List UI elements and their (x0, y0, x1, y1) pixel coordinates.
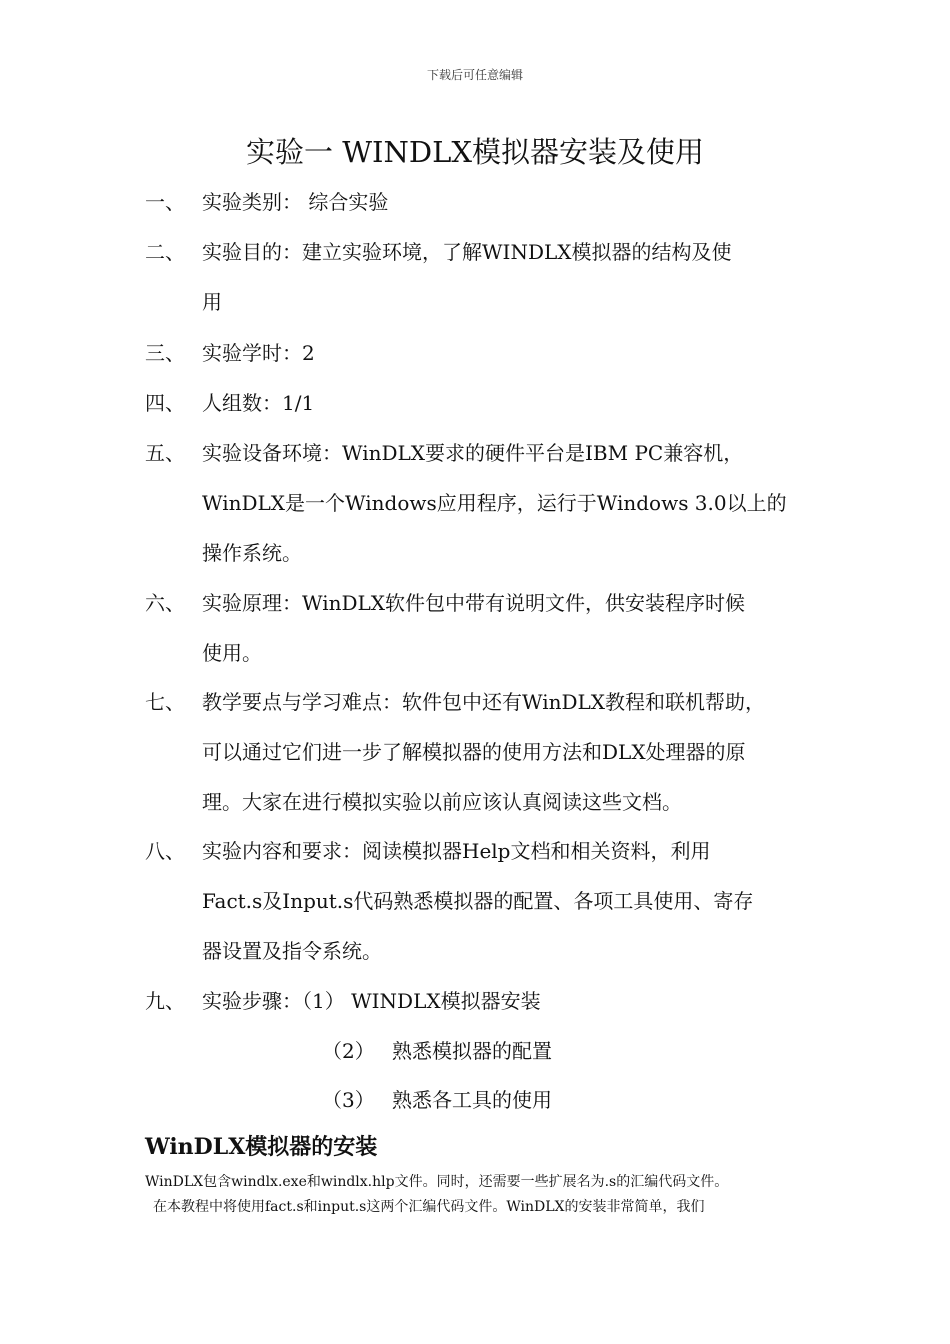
item-text: 实验步骤：（1） WINDLX模拟器安装 (202, 989, 541, 1013)
step-text: 熟悉各工具的使用 (392, 1088, 552, 1112)
item-text: 器设置及指令系统。 (202, 939, 382, 963)
body-paragraph-line: WinDLX包含windlx.exe和windlx.hlp文件。同时，还需要一些扩展名为.s的汇编代码文件。 (145, 1174, 729, 1190)
item-number: 八、 (145, 839, 185, 863)
page-header: 下载后可任意编辑 (426, 68, 523, 82)
step-label: （3） (322, 1088, 375, 1112)
body-paragraph-line: 在本教程中将使用fact.s和input.s这两个汇编代码文件。WinDLX的安装非常简单，我们 (153, 1199, 705, 1215)
item-number: 一、 (145, 190, 185, 214)
item-number: 二、 (145, 240, 185, 264)
item-text: 实验内容和要求：阅读模拟器Help文档和相关资料，利用 (202, 839, 711, 863)
item-text: 实验设备环境：WinDLX要求的硬件平台是IBM PC兼容机， (202, 441, 744, 465)
item-text: 教学要点与学习难点：软件包中还有WinDLX教程和联机帮助， (202, 690, 766, 714)
item-text: 实验目的：建立实验环境，了解WINDLX模拟器的结构及使 (202, 240, 732, 264)
item-text: 用 (202, 290, 222, 314)
item-number: 五、 (145, 441, 185, 465)
item-text: Fact.s及Input.s代码熟悉模拟器的配置、各项工具使用、寄存 (202, 889, 754, 913)
item-text: 人组数：1/1 (202, 391, 315, 415)
item-text: 实验类别： 综合实验 (202, 190, 389, 214)
item-number: 七、 (145, 690, 185, 714)
item-text: 操作系统。 (202, 541, 302, 565)
item-number: 九、 (145, 989, 185, 1013)
step-label: （2） (322, 1039, 375, 1063)
item-text: 实验学时：2 (202, 341, 315, 365)
item-text: WinDLX是一个Windows应用程序，运行于Windows 3.0以上的 (202, 491, 787, 515)
document-title: 实验一 WINDLX模拟器安装及使用 (245, 135, 704, 169)
section-heading: WinDLX模拟器的安装 (145, 1134, 378, 1160)
item-number: 三、 (145, 341, 185, 365)
item-text: 理。大家在进行模拟实验以前应该认真阅读这些文档。 (202, 790, 682, 814)
item-text: 可以通过它们进一步了解模拟器的使用方法和DLX处理器的原 (202, 740, 746, 764)
item-text: 实验原理：WinDLX软件包中带有说明文件，供安装程序时候 (202, 591, 746, 615)
item-number: 四、 (145, 391, 185, 415)
step-text: 熟悉模拟器的配置 (392, 1039, 552, 1063)
item-text: 使用。 (202, 641, 262, 665)
item-number: 六、 (145, 591, 185, 615)
